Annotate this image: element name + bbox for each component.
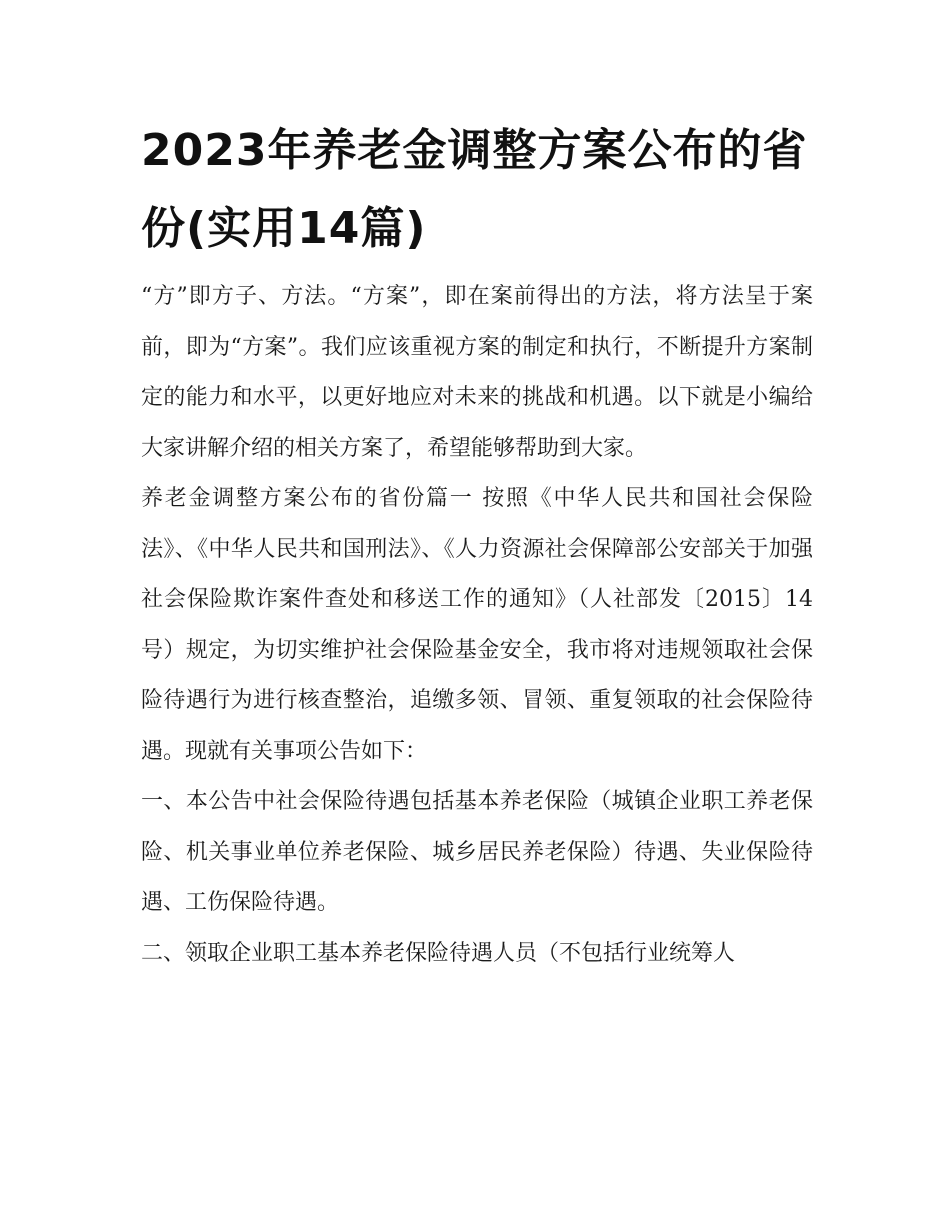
section-one-paragraph: 养老金调整方案公布的省份篇一 按照《中华人民共和国社会保险法》、《中华人民共和国刑法》、《人力资源社会保障部公安部关于加强社会保险欺诈案件查处和移送工作的通知》（人社部发〔2015〕14号）规定，为切实维护社会保险基金安全，我市将对违规领取社会保险待遇行为进行核查整治，追缴多领、冒领、重复领取的社会保险待遇。现就有关事项公告如下：: [141, 486, 813, 764]
item-one-paragraph: 一、本公告中社会保险待遇包括基本养老保险（城镇企业职工养老保险、机关事业单位养老保险、城乡居民养老保险）待遇、失业保险待遇、工伤保险待遇。: [141, 789, 813, 915]
item-two-paragraph: 二、领取企业职工基本养老保险待遇人员（不包括行业统筹人: [141, 940, 736, 966]
document-body: [141, 112, 813, 979]
intro-paragraph: “方”即方子、方法。“方案”，即在案前得出的方法，将方法呈于案前，即为“方案”。我们应该重视方案的制定和执行，不断提升方案制定的能力和水平，以更好地应对未来的挑战和机遇。以下就是小编给大家讲解介绍的相关方案了，希望能够帮助到大家。: [141, 284, 813, 461]
document-title: 2023年养老金调整方案公布的省份(实用14篇): [141, 125, 808, 254]
